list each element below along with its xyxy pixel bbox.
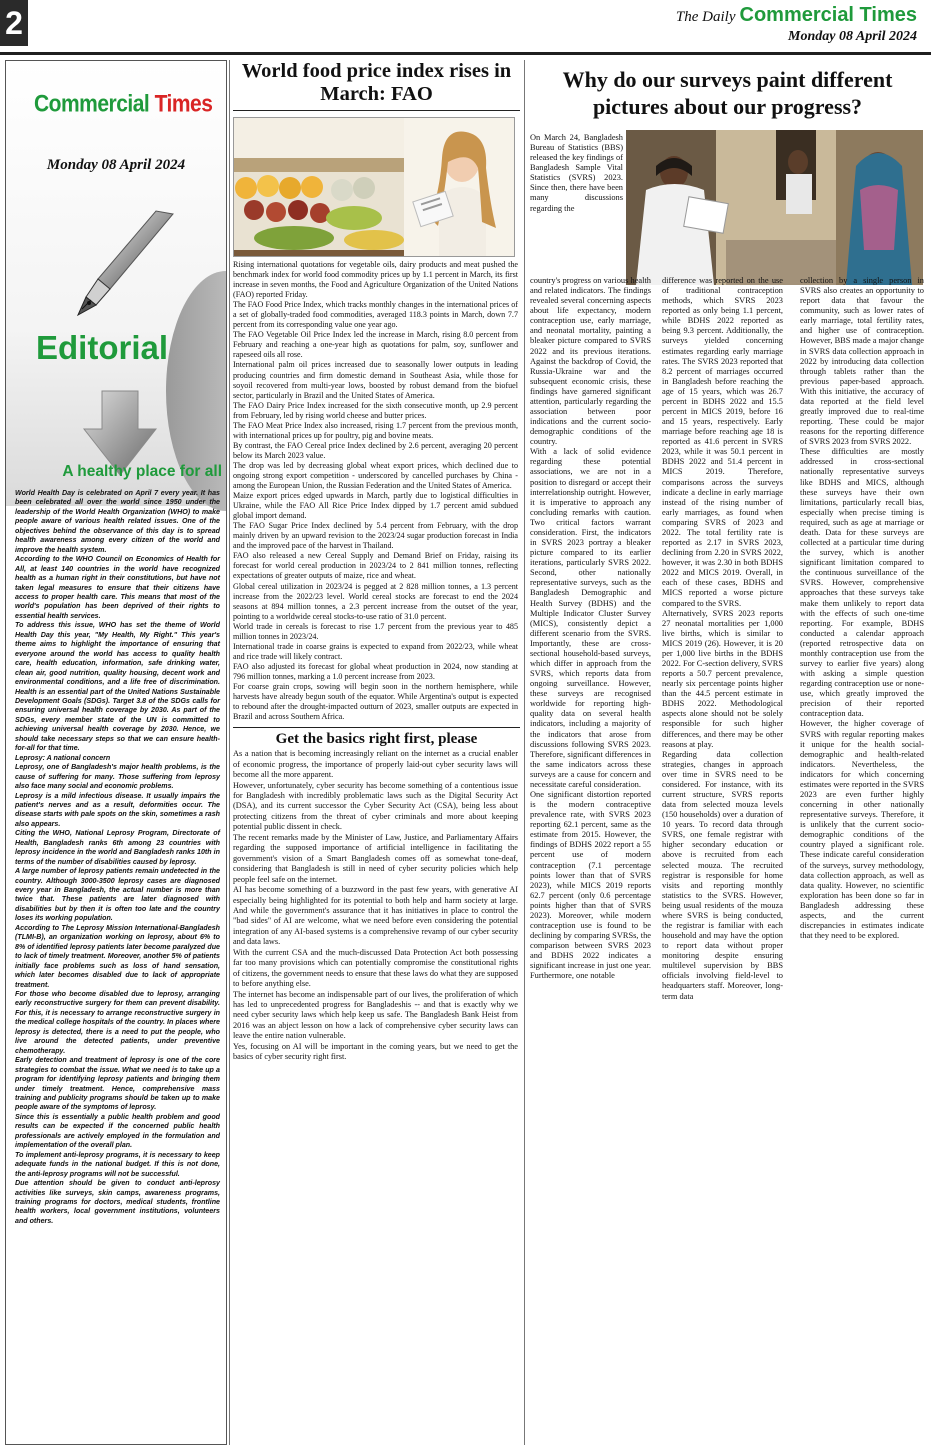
fao-headline: World food price index rises in March: FAO <box>233 60 520 111</box>
fountain-pen-icon <box>68 209 178 319</box>
survey-column-3 <box>800 276 924 941</box>
header-rule <box>0 52 931 55</box>
editorial-paragraph: Leprosy, one of Bangladesh's major health problems, is the cause of suffering for many. Those suffering from leprosy also face many social and economic problems. <box>15 763 220 791</box>
survey-paragraph: Alternatively, SVRS 2023 reports 27 neonatal mortalities per 1,000 live births, which is similar to MICS 2019 (26). However, it is 20 per 1,000 live births in the BDHS 2022. For C-section delivery, SVRS reports a 50.7 percent prevalence, nearly six percentage points higher than the 44.5 percent estimate in BDHS 2022. Methodological aspects alone should not be solely responsible for such higher differences, and there may be other reasons at play. <box>662 608 783 749</box>
page-number: 2 <box>0 0 28 46</box>
fao-paragraph: For coarse grain crops, sowing will begin soon in the northern hemisphere, while harvests have already begun south of the equator. While Argentina's output is expected to rebound after the drought-impacted outturn of 2023, smaller outputs are expected in Brazil and across Southern Africa. <box>233 681 518 722</box>
editorial-subtitle: A healthy place for all <box>62 463 222 480</box>
cyber-body <box>233 749 520 1063</box>
cyber-paragraph: As a nation that is becoming increasingly reliant on the internet as a crucial enabler of economic progress, the importance of properly laid-out cyber security laws will become all the more apparent. <box>233 749 518 780</box>
fao-paragraph: The FAO Meat Price Index also increased, rising 1.7 percent from the previous month, with international prices up for poultry, pig and bovine meats. <box>233 420 518 440</box>
fao-paragraph: By contrast, the FAO Cereal price Index declined by 2.6 percent, averaging 20 percent below its March 2023 value. <box>233 440 518 460</box>
fao-paragraph: International trade in coarse grains is expected to expand from 2022/23, while wheat and rice trade will likely contract. <box>233 641 518 661</box>
editorial-paragraph: Since this is essentially a public health problem and good results can be expected if the concerned public health professionals are actively employed in the formulation and implementation of the overall plan. <box>15 1112 220 1150</box>
logo-commercial: Commercial <box>34 91 155 118</box>
fao-paragraph: Global cereal utilization in 2023/24 is pegged at 2 828 million tonnes, a 1.3 percent increase from the 2022/23 level. World cereal stocks are forecast to end the 2024 seasons at 894 million tonnes, a 2.3 percent increase from the outset of the year, pointing to a worldwide cereal stocks-to-use ratio of 31.0 percent. <box>233 581 518 621</box>
survey-paragraph: One significant distortion reported is the modern contraceptive prevalence rate, with SVRS 2023 reporting 62.1 percent, same as the estimate from 2015. However, the findings of BDHS 2022 report a 55 percent use of modern contraception (7.1 percentage points lower than that of SVRS 2023), while MICS 2019 reports 62.7 percent (only 0.6 percentage points higher than that of SVRS 2023). Moreover, while modern contraception use is found to be declining by comparing SVRSs, the comparison between SVRS 2023 and BDHS 2022 indicates a significant increase in just one year. Furthermore, one notable <box>530 789 651 981</box>
editorial-paragraph: World Health Day is celebrated on April 7 every year. It has been celebrated all over the world since 1950 under the leadership of the World Health Organization (WHO) to make people aware of various health related issues. One of the objectives behind the observance of this day is to spread health awareness among every citizen of the world and improve the health system. <box>15 489 220 554</box>
editorial-paragraph: To implement anti-leprosy programs, it is necessary to keep adequate funds in the national budget. If this is not done, the anti-leprosy programs will not be successful. <box>15 1150 220 1178</box>
masthead-brand-name: Commercial Times <box>739 4 917 26</box>
survey-paragraph: On March 24, Bangladesh Bureau of Statistics (BBS) released the key findings of Bangladesh Sample Vital Statistics (SVRS) 2023. Since then, there have been many discussions regarding the <box>530 133 623 213</box>
fao-paragraph: Maize export prices edged upwards in March, partly due to logistical difficulties in Ukraine, while the FAO All Rice Price Index dipped by 1.7 percent amid subdued global import demand. <box>233 491 518 521</box>
survey-paragraph: difference was reported on the use of traditional contraception methods, which SVRS 2023 reported as only being 1.1 percent, while BDHS 2022 reported as being 9.3 percent. Additionally, the surveys yielded concerning estimates regarding early marriage rates. The SVRS 2023 reported that 8.2 percent of marriages occurred in Bangladesh before reaching the age of 15 years, which was 26.7 percent in BDHS 2022 and 15.5 percent in MICS 2019, before 16 and 15 years, respectively. Early marriage before reaching age 18 is reported as 41.6 percent in SVRS 2023, while it was 50.1 percent in BDHS 2022 and 51.4 percent in MICS 2019. Therefore, comparisons across the surveys indicate a decline in early marriage instead of the rising number of early marriages, as found when comparing SVRS of 2023 and 2022. The total fertility rate is reported as 2.17 in SVRS 2023, declining from 2.20 in SVRS 2022, however, it was 2.30 in both BDHS 2022 and MICS 2019. Overall, in each of these cases, BDHS and MICS reported a worse picture compared to the SVRS. <box>662 276 783 608</box>
column-divider <box>524 60 525 1445</box>
fao-paragraph: FAO also adjusted its forecast for global wheat production in 2024, now standing at 796 million tonnes, marking a 1.0 percent increase from 2023. <box>233 661 518 681</box>
survey-paragraph: However, the higher coverage of SVRS with regular reporting makes it unique for the health social-demographic and health-related indicators. Nevertheless, the indicators for which concerning estimates were reported in the SVRS 2023 are even further highly concerning in other nationally representative surveys. Therefore, it is unlikely that the current socio-demographic conditions of the country played a significant role. These indicate careful consideration of the surveys, survey methodology, data collection approach, as well as data quality. However, no scientific exploration has been done so far in Bangladesh addressing these aspects, and the current discrepancies in estimates indicate that they need to be explored. <box>800 719 924 941</box>
survey-column-1 <box>530 276 651 981</box>
survey-interview-illustration <box>626 130 923 285</box>
editorial-paragraph: Due attention should be given to conduct anti-leprosy activities like surveys, skin camps, awareness programs, training programs for doctors, medical students, frontline health workers, local government institutions, volunteers and others. <box>15 1179 220 1225</box>
fao-paragraph: The FAO Dairy Price Index increased for the sixth consecutive month, up 2.9 percent from February, led by rising world cheese and butter prices. <box>233 400 518 420</box>
survey-column-1-top <box>530 133 623 214</box>
editorial-title: Editorial <box>36 329 169 366</box>
fao-paragraph: FAO also released a new Cereal Supply and Demand Brief on Friday, raising its forecast for world cereal production in 2023/24 to 2 841 million tonnes, reflecting expectations of greater outputs of maize, rice and wheat. <box>233 551 518 581</box>
cyber-headline: Get the basics right first, please <box>233 727 520 748</box>
masthead-the-daily: The Daily <box>675 9 736 25</box>
logo-times: Times <box>154 91 213 118</box>
survey-column-2 <box>662 276 783 1002</box>
cyber-paragraph: The internet has become an indispensable part of our lives, the proliferation of which has led to unprecedented progress for Bangladeshis -- and that is exactly why we need cyber security laws which help keep us safe. The Bangladesh Bank Heist from 2016 was an abject lesson on how a lack of comprehensive cyber security laws can leave the entire nation vulnerable. <box>233 989 518 1041</box>
column-divider <box>229 60 230 1445</box>
editorial-paragraph: According to The Leprosy Mission International-Bangladesh (TLMI-B), an organization working on leprosy, about 6% to 8% of identified leprosy patients later become paralyzed due to lack of timely treatment. Moreover, another 5% of patients initially face problems such as loss of hand sensation, which later becomes disabled due to lack of appropriate treatment. <box>15 923 220 989</box>
survey-paragraph: Regarding data collection strategies, changes in approach over time in SVRS need to be considered. For instance, with its current structure, SVRS reports data from selected mouza levels (150 households) over a duration of 10 years. To record data through SVRS, one female registrar with higher secondary education or above is recruited from each selected mouza. The recruited registrar is responsible for home visits and reporting monthly statistics to the SVRS. However, being usual residents of the mouza where SVRS is being conducted, the registrar is familiar with each household and may have the option to report data without proper monitoring despite ensuring multilevel supervision by BBS officials involving field-level to headquarters staff. Moreover, long-term data <box>662 749 783 1001</box>
editorial-paragraph: According to the WHO Council on Economics of Health for All, at least 140 countries in the world have recognized health as a human right in their constitutions, but have not taken legal measures to ensure that their citizens have access to proper health care. This means that most of the world's population has been deprived of their rights to essential health services. <box>15 555 220 620</box>
fao-paragraph: The FAO Vegetable Oil Price Index led the increase in March, rising 8.0 percent from February and reaching a one-year high as quotations for palm, soy, sunflower and rapeseed oils all rose. <box>233 330 518 360</box>
survey-photo <box>626 130 923 285</box>
fao-body <box>233 260 520 722</box>
editorial-body <box>15 489 220 1226</box>
cyber-paragraph: However, unfortunately, cyber security has become something of a contentious issue for Bangladesh with incredibly problematic laws such as the Digital Security Act (DSA), and its current successor the Cyber Security Act (CSA), being less about protecting citizens from the threat of cyber criminals and more about keeping potential public dissent in check. <box>233 780 518 832</box>
masthead-date: Monday 08 April 2024 <box>788 29 917 44</box>
survey-paragraph: collection by a single person in SVRS also creates an opportunity to report data that favour the community, such as lower rates of early marriage, total fertility rates, and higher use of contraception. However, BBS made a major change in SVRS data collection approach in 2022 by introducing data collection through tablets rather than the previous paper-based approach. With this initiative, the accuracy of data reported at the field level greatly improved due to real-time reporting. These could be major reasons for the reporting difference of SVRS 2023 from SVRS 2022. <box>800 276 924 447</box>
survey-paragraph: These difficulties are mostly addressed in cross-sectional nationally representative surveys like BDHS and MICS, although these surveys have their own limitations, particularly recall bias, especially when precise timing is required, such as age at marriage or death. Data for these surveys are collected at a particular time during the survey, which is another significant limitation compared to the continuous surveillance of the SVRS. However, comprehensive approaches that these surveys take make them unlikely to report data with the effects of such one-time reporting. For example, BDHS conducted a calendar approach (reported retrospective data on monthly contraception use from the survey to earlier five years) along with asking a simple question regarding contraception use or none-use, which greatly improved the precision of their reported contraception data. <box>800 447 924 719</box>
survey-paragraph: country's progress on various health and related indicators. The findings revealed several concerning aspects about life expectancy, modern contraception use, early marriage, and neonatal mortality, painting a bleaker picture compared to SVRS 2022 and its previous iterations. Against the backdrop of Covid, the Russia-Ukraine war and the subsequent economic crisis, these findings have garnered significant attention, particularly regarding the association between poor indications and the current socio-demographic conditions of the country. <box>530 276 651 447</box>
masthead <box>676 4 917 45</box>
editorial-panel <box>5 60 227 1445</box>
editorial-paragraph: A large number of leprosy patients remain undetected in the country. Although 3000-3500 leprosy cases are diagnosed every year in Bangladesh, the actual number is more than twice that. These patients are later diagnosed with disabilities but by then it is often too late and the country loses its working population. <box>15 867 220 923</box>
woman-shopping-illustration <box>234 118 515 257</box>
fao-paragraph: The FAO Food Price Index, which tracks monthly changes in the international prices of a set of globally-traded food commodities, averaged 118.3 points in March, down 7.7 percent from its corresponding value one year ago. <box>233 300 518 330</box>
editorial-paragraph: Citing the WHO, National Leprosy Program, Directorate of Health, Bangladesh ranks 6th among 23 countries with leprosy incidence in the world and Bangladesh ranks 10th in terms of the number of disabilities caused by leprosy. <box>15 829 220 866</box>
cyber-paragraph: With the current CSA and the much-discussed Data Protection Act both possessing far too many provisions which can potentially compromise the constitutional rights of citizens, the government needs to ensure that these laws do what they are supposed to before anything else. <box>233 947 518 989</box>
editorial-paragraph: To address this issue, WHO has set the theme of World Health Day this year, "My Health, My Right." This year's theme aims to highlight the importance of ensuring that everyone around the world has access to quality health care, health education, information, safe drinking water, clean air, good nutrition, quality housing, decent work and environmental conditions, and a life free of discrimination. Health is an essential part of the United Nations Sustainable Development Goals (SDGs). Target 3.8 of the SDGs calls for ensuring universal health coverage by 2030. As part of the SDGs, every member state of the UN is committed to achieving universal health coverage by 2030. Hence, we should take necessary steps so that we can ensure health-for-all for that time. <box>15 621 220 753</box>
editorial-date: Monday 08 April 2024 <box>46 157 186 173</box>
survey-headline: Why do our surveys paint different pictures about our progress? <box>562 67 893 119</box>
editorial-banner <box>6 61 226 506</box>
editorial-paragraph: For those who become disabled due to leprosy, arranging early reconstructive surgery for them can prevent disability. For this, it is necessary to arrange reconstructive surgery in the medical college hospitals of the country. In places where leprosy is detected, there is a need to put the people, who live around the detected patients, under preventive chemotherapy. <box>15 990 220 1055</box>
fao-paragraph: Rising international quotations for vegetable oils, dairy products and meat pushed the benchmark index for world food commodity prices up by 1.1 percent in March, its first increase in seven months, the Food and Agriculture Organization of the United Nations (FAO) reported Friday. <box>233 260 518 300</box>
fao-paragraph: The FAO Sugar Price Index declined by 5.4 percent from February, with the drop mainly driven by an upward revision to the 2023/24 sugar production forecast in India and the improved pace of the harvest in Thailand. <box>233 521 518 551</box>
editorial-paragraph: Early detection and treatment of leprosy is one of the core strategies to combat the issue. What we need is to take up a program for identifying leprosy patients and bringing them under timely treatment. Hence, comprehensive mass training and publicity programs should be taken up to make people aware of the symptoms of leprosy. <box>15 1056 220 1112</box>
cyber-paragraph: Yes, focusing on AI will be important in the coming years, but we need to get the basics of cyber security right first. <box>233 1041 518 1062</box>
fao-paragraph: The drop was led by decreasing global wheat export prices, which declined due to ongoing strong export competition - underscored by cancelled purchases by China - among the European Union, the Russian Federation and the United States of America. <box>233 460 518 491</box>
cyber-paragraph: AI has become something of a buzzword in the past few years, with generative AI especially being highlighted for its potential to both help and harm society at large. And while the government's assurance that it has initiatives in place to control the "bad sides" of AI are welcome, what we need before even considering the potential integration of any AI-based systems is a comprehensive revamp of our cyber security and data laws. <box>233 885 518 947</box>
editorial-paragraph: Leprosy: A national concern <box>15 753 111 762</box>
fao-paragraph: World trade in cereals is forecast to rise 1.7 percent from the previous year to 485 million tonnes in 2023/24. <box>233 621 518 641</box>
cyber-paragraph: The recent remarks made by the Minister of Law, Justice, and Parliamentary Affairs regarding the supposed importance of artificial intelligence in facilitating the government's vision of a Smart Bangladesh comes off as somewhat tone-deaf, considering that Bangladesh is still in need of cyber security policies which help people feel safe on the internet. <box>233 832 518 884</box>
editorial-logo <box>34 91 212 119</box>
masthead-brand <box>676 4 917 27</box>
survey-paragraph: With a lack of solid evidence regarding these potential associations, we are not in a position to disregard or accept their interrelationship outright. However, it is imperative to approach any concluding remarks with caution. Two critical factors warrant consideration. First, the indicators in SVRS 2023 portray a bleaker picture compared to its earlier iterations, particularly SVRS 2022. Second, other nationally representative surveys, such as the Bangladesh Demographic and Health Survey (BDHS) and the Multiple Indicator Cluster Survey (MICS), consistently depict a different scenario from the SVRS. Importantly, these are cross-sectional household-based surveys, which differ in approach from the SVRS, which reports data from ongoing surveillance. However, these surveys are recognised worldwide for reporting high-quality data on several health indicators, including a majority of the indicators that arose from discussions following SVRS 2023. Therefore, significant differences in the same indicators across these surveys are a cause for concern and necessitate careful consideration. <box>530 447 651 789</box>
fao-paragraph: International palm oil prices increased due to seasonally lower outputs in leading producing countries and firm domestic demand in Southeast Asia, while those for soyoil recovered from multi-year lows, boosted by robust demand from the biofuel sector, particularly in Brazil and the United States of America. <box>233 360 518 400</box>
middle-column <box>233 60 520 1063</box>
editorial-paragraph: Leprosy is a mild infectious disease. It usually impairs the patient's nerves and as a result, deformities occur. The disease starts with pale spots on the skin, sometimes a rash also appears. <box>15 791 220 828</box>
grocery-photo <box>233 117 515 257</box>
